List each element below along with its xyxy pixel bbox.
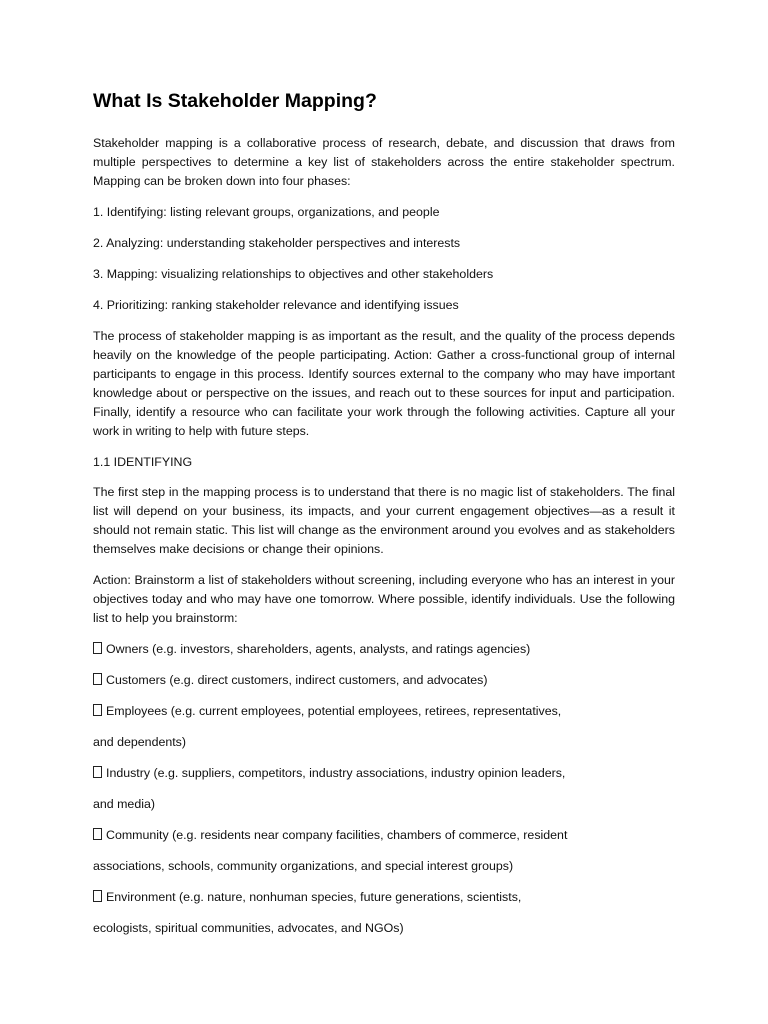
bullet-text: Owners (e.g. investors, sharehol <box>106 642 285 656</box>
bullet-text: onhuman species, future generations, scientists, <box>256 890 522 904</box>
bullet-text: rs, industry associations, industry opinion leaders, <box>291 766 566 780</box>
missing-glyph-icon <box>93 673 102 685</box>
missing-glyph-icon <box>93 642 102 654</box>
section-heading: 1.1 IDENTIFYING <box>93 455 193 469</box>
missing-glyph-icon <box>93 828 102 840</box>
intro-paragraph: Stakeholder mapping is a collaborative process of research, debate, and discussion that draws from multiple perspectives to determine a key list of stakeholders across the entire stakeholder spectrum. Mapping can be broken down into four phases: <box>93 136 675 188</box>
bullet-continuation: associations, schools, community organizations, and special interest groups) <box>93 859 514 873</box>
bullet-text: Industry (e.g. suppliers, competito <box>106 766 292 780</box>
document-page <box>93 86 675 950</box>
page-title: What Is Stakeholder Mapping? <box>93 90 377 112</box>
missing-glyph-icon <box>93 890 102 902</box>
missing-glyph-icon <box>93 766 102 778</box>
bullet-continuation: and media) <box>93 797 155 811</box>
bullet-owners <box>93 640 675 659</box>
bullet-continuation: ecologists, spiritual communities, advocates, and NGOs) <box>93 921 404 935</box>
bullet-text: Employees (e.g. current employees, potential employees, retirees, representatives, <box>106 704 562 718</box>
bullet-community <box>93 826 675 845</box>
bullet-continuation: and dependents) <box>93 735 187 749</box>
bullet-employees <box>93 702 675 721</box>
bullet-text: Environment (e.g. nature, n <box>106 890 257 904</box>
missing-glyph-icon <box>93 704 102 716</box>
bullet-text: Customers (e.g. direct customers, indirect customers, and advocates) <box>106 673 488 687</box>
first-step-paragraph: The first step in the mapping process is to understand that there is no magic list of stakeholders. The final list will depend on your business, its impacts, and your current engagement objectives—as a result it should not remain static. This list will change as the environment around you evolves and as stakeholders themselves make decisions or change their opinions. <box>93 485 675 556</box>
action-paragraph: Action: Brainstorm a list of stakeholders without screening, including everyone who has an interest in your objectives today and who may have one tomorrow. Where possible, identify individuals. Use the following list to help you brainstorm: <box>93 573 675 625</box>
process-paragraph: The process of stakeholder mapping is as important as the result, and the quality of the process depends heavily on the knowledge of the people participating. Action: Gather a cross-functional group of internal participants to engage in this process. Identify sources external to the company who may have important knowledge about or perspective on the issues, and reach out to these sources for input and participation. Finally, identify a resource who can facilitate your work through the following activities. Capture all your work in writing to help with future steps. <box>93 329 675 438</box>
bullet-text: ders, agents, analysts, and ratings agencies) <box>284 642 531 656</box>
phase-item: 2. Analyzing: understanding stakeholder perspectives and interests <box>93 236 461 250</box>
phase-item: 4. Prioritizing: ranking stakeholder relevance and identifying issues <box>93 298 459 312</box>
phase-item: 3. Mapping: visualizing relationships to objectives and other stakeholders <box>93 267 494 281</box>
bullet-environment <box>93 888 675 907</box>
bullet-text: Community (e.g. residents near company facilities, chambers of commerce, resident <box>106 828 568 842</box>
bullet-industry <box>93 764 675 783</box>
bullet-customers <box>93 671 675 690</box>
phase-item: 1. Identifying: listing relevant groups, organizations, and people <box>93 205 440 219</box>
